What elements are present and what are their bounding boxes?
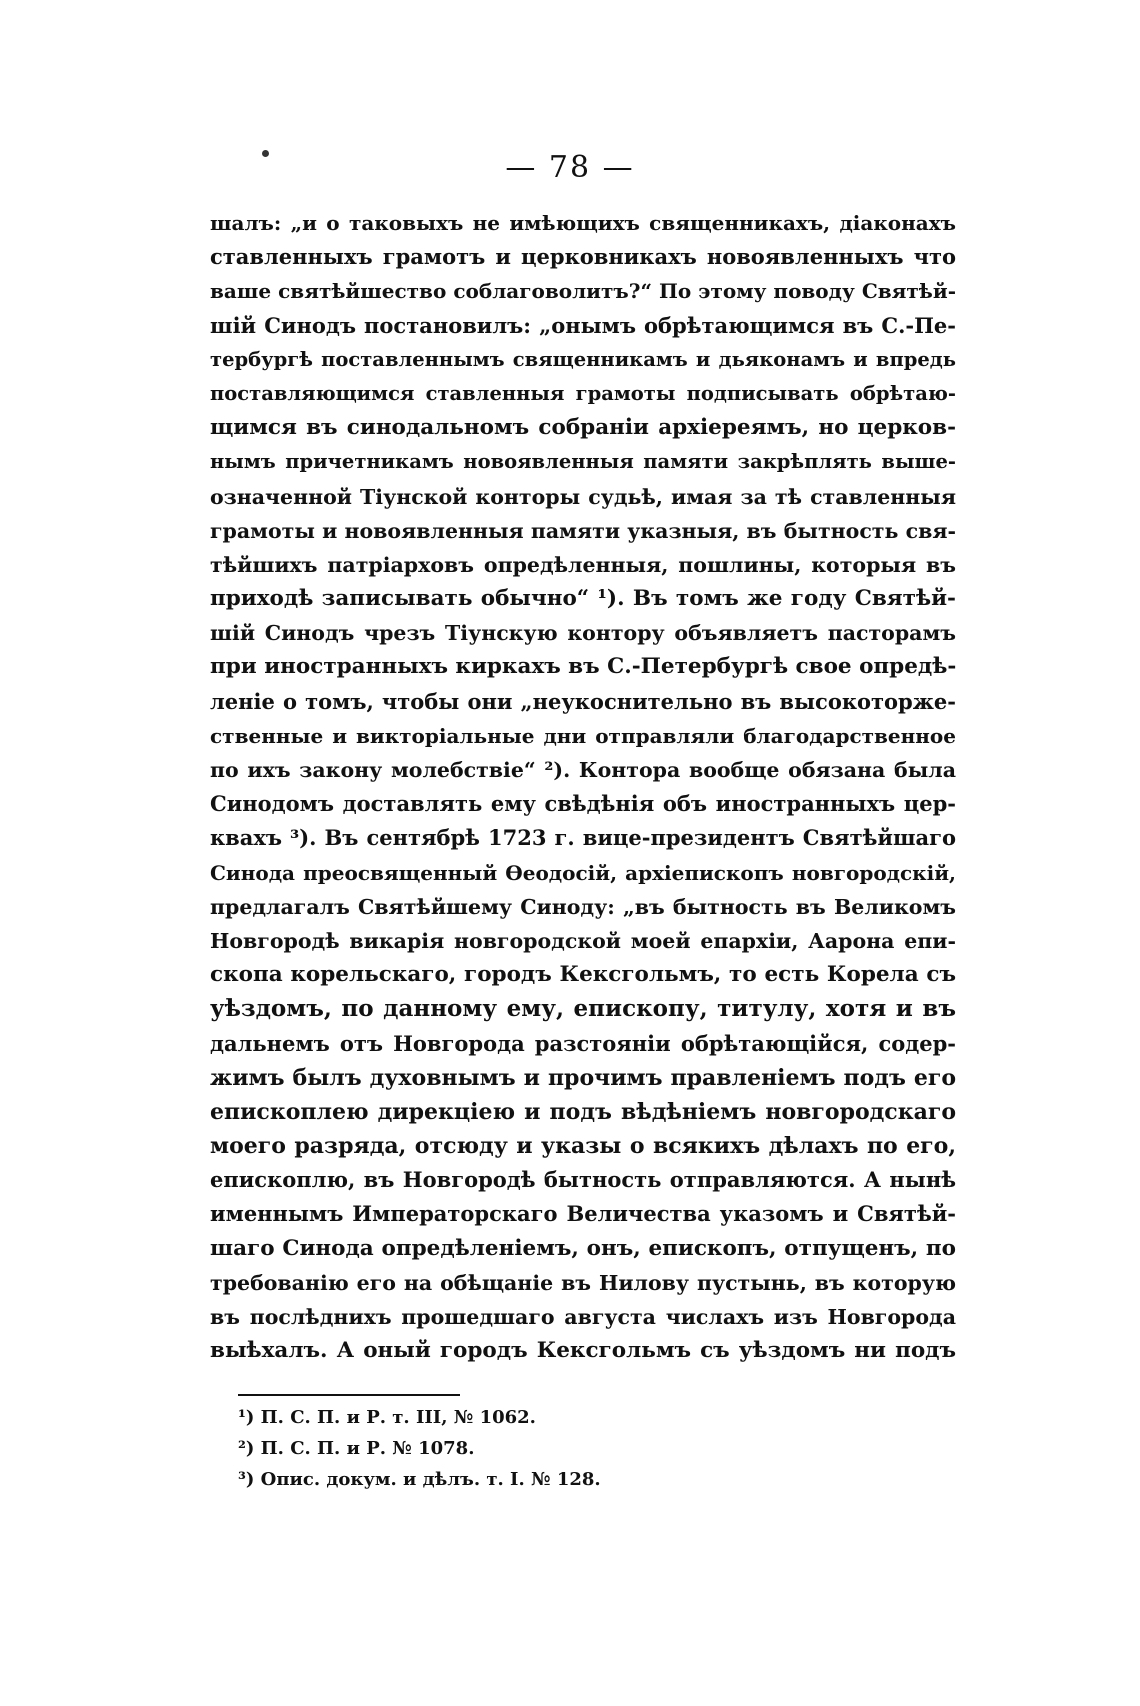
text-line: тѣйшихъ патріарховъ опредѣленныя, пошлины, которыя въ	[210, 552, 956, 577]
text-line: Синодомъ доставлять ему свѣдѣнія объ иностранныхъ цер-	[210, 791, 956, 817]
text-line: нымъ причетникамъ новоявленныя памяти закрѣплять выше-	[210, 450, 956, 474]
footnote-1: ¹) П. С. П. и Р. т. III, № 1062.	[238, 1407, 536, 1428]
text-line: шаго Синода опредѣленіемъ, онъ, епископъ, отпущенъ, по	[210, 1235, 956, 1261]
footnote-2: ²) П. С. П. и Р. № 1078.	[238, 1438, 475, 1459]
text-line: приходѣ записывать обычно“ ¹). Въ томъ же году Святѣй-	[210, 586, 956, 612]
text-line: предлагалъ Святѣйшему Синоду: „въ бытность въ Великомъ	[210, 894, 956, 919]
text-line: ставленныхъ грамотъ и церковникахъ новоявленныхъ что	[210, 244, 956, 270]
text-line: жимъ былъ духовнымъ и прочимъ правленіемъ подъ его	[210, 1064, 956, 1091]
text-line: епископлею дирекціею и подъ вѣдѣніемъ новгородскаго	[210, 1098, 956, 1125]
text-line: ственные и викторіальные дни отправляли благодарственное	[210, 723, 956, 748]
text-line: леніе о томъ, чтобы они „неукоснительно въ высокоторже-	[210, 688, 956, 714]
text-line: требованію его на обѣщаніе въ Нилову пустынь, въ которую	[210, 1270, 956, 1295]
text-line: ваше святѣйшество соблаговолитъ?“ По этому поводу Святѣй-	[210, 279, 956, 304]
text-line: дальнемъ отъ Новгорода разстояніи обрѣтающійся, содер-	[210, 1030, 956, 1056]
text-line: означенной Тіунской конторы судьѣ, имая за тѣ ставленныя	[210, 484, 956, 509]
text-line: по ихъ закону молебствіе“ ²). Контора вообще обязана была	[210, 758, 956, 782]
footnote-divider	[238, 1394, 460, 1396]
text-line: при иностранныхъ киркахъ въ С.-Петербургѣ свое опредѣ-	[210, 654, 956, 680]
text-line: моего разряда, отсюду и указы о всякихъ дѣлахъ по его,	[210, 1133, 956, 1160]
text-line: шалъ: „и о таковыхъ не имѣющихъ священникахъ, діаконахъ	[210, 211, 956, 235]
text-line: грамоты и новоявленныя памяти указныя, въ бытность свя-	[210, 518, 956, 543]
text-line: уѣздомъ, по данному ему, епископу, титулу, хотя и въ	[210, 995, 956, 1023]
page-number: — 78 —	[505, 150, 635, 185]
text-line: Синода преосвященный Ѳеодосій, архіепископъ новгородскій,	[210, 860, 956, 885]
text-line: епископлю, въ Новгородѣ бытность отправляются. А нынѣ	[210, 1167, 956, 1193]
text-line: квахъ ³). Въ сентябрѣ 1723 г. вице-президентъ Святѣйшаго	[210, 825, 956, 851]
text-line: поставляющимся ставленныя грамоты подписывать обрѣтаю-	[210, 381, 956, 405]
footnote-3: ³) Опис. докум. и дѣлъ. т. I. № 128.	[238, 1469, 601, 1490]
text-line: Новгородѣ викарія новгородской моей епархіи, Аарона епи-	[210, 928, 956, 953]
text-line: выѣхалъ. А оный городъ Кексгольмъ съ уѣздомъ ни подъ	[210, 1338, 956, 1364]
text-line: въ послѣднихъ прошедшаго августа числахъ изъ Новгорода	[210, 1305, 956, 1329]
text-line: тербургѣ поставленнымъ священникамъ и дьяконамъ и впредь	[210, 347, 956, 371]
text-line: именнымъ Императорскаго Величества указомъ и Святѣй-	[210, 1201, 956, 1227]
body-text	[210, 206, 956, 1368]
text-line: шій Синодъ чрезъ Тіунскую контору объявляетъ пасторамъ	[210, 621, 956, 646]
text-line: скопа корельскаго, городъ Кексгольмъ, то есть Корела съ	[210, 962, 956, 988]
text-line: шій Синодъ постановилъ: „онымъ обрѣтающимся въ С.-Пе-	[210, 312, 956, 338]
footnotes	[238, 1402, 838, 1495]
text-line: щимся въ синодальномъ собраніи архіереямъ, но церков-	[210, 415, 956, 441]
